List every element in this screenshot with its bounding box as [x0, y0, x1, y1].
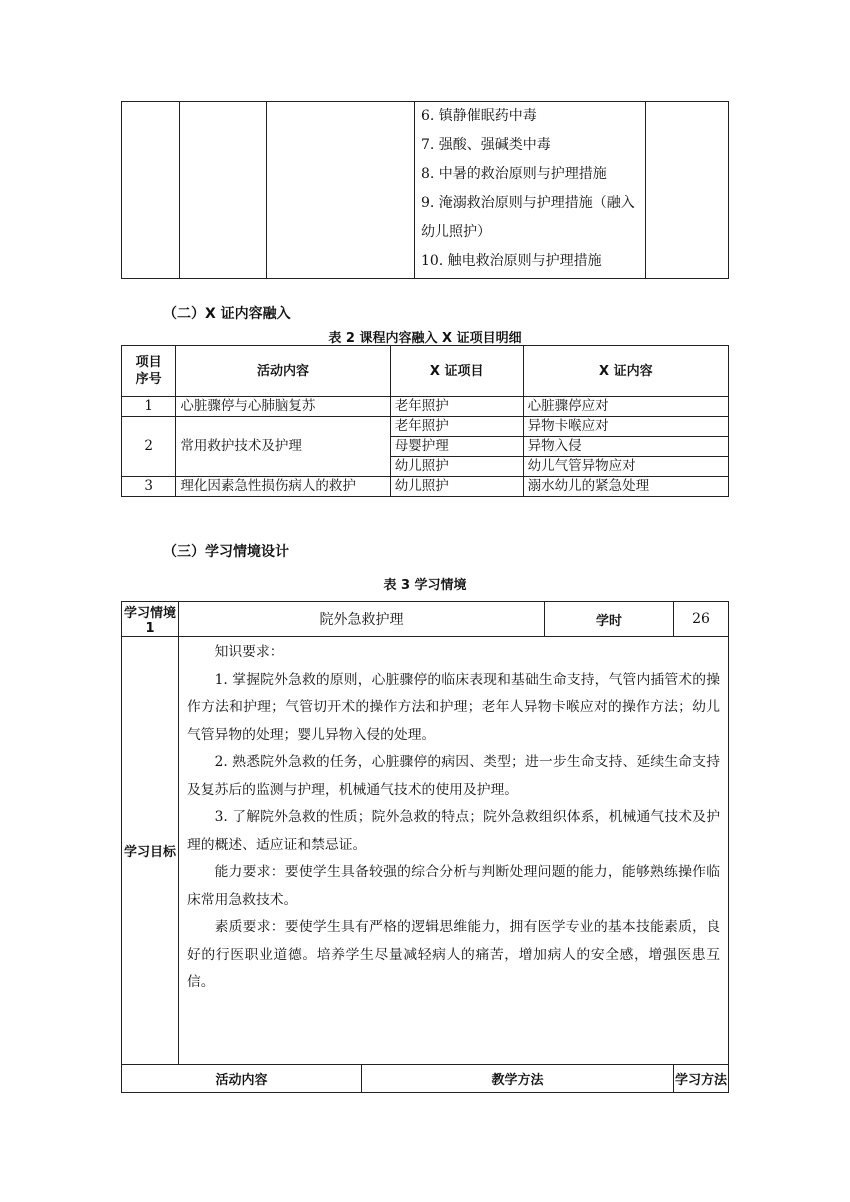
table-cell: [267, 102, 414, 279]
learning-situation-table: [121, 601, 729, 1093]
column-header-project: X 证项目: [390, 346, 523, 397]
situation-name: 院外急救护理: [178, 602, 544, 637]
list-item: 10. 触电救治原则与护理措施: [420, 253, 602, 269]
goal-paragraph: 3. 了解院外急救的性质；院外急救的特点；院外急救组织体系，机械通气技术及护理的概述、适应证和禁忌证。: [186, 809, 720, 853]
row-project: 老年照护: [390, 397, 523, 417]
footer-header-teaching-method: 教学方法: [361, 1065, 673, 1093]
row-project: 幼儿照护: [390, 477, 523, 497]
list-item: 7. 强酸、强碱类中毒: [420, 137, 551, 153]
table-row: [122, 417, 729, 437]
goal-paragraph: 素质要求：要使学生具有严格的逻辑思维能力，拥有医学专业的基本技能素质，良好的行医职业道德。培养学生尽量减轻病人的痛苦，增加病人的安全感，增强医患互信。: [186, 919, 720, 990]
list-item: 幼儿照护）: [420, 224, 491, 240]
row-activity: 心脏骤停与心肺脑复苏: [176, 397, 390, 417]
list-item: 9. 淹溺救治原则与护理措施（融入: [420, 195, 635, 211]
row-content: 幼儿气管异物应对: [523, 457, 728, 477]
column-header-no: 项目 序号: [122, 346, 176, 397]
section-heading-learning-situation: （三）学习情境设计: [163, 544, 289, 560]
goal-label: 学习目标: [122, 637, 179, 1065]
course-content-table-continued: [121, 101, 729, 279]
table-row: [122, 477, 729, 497]
table-cell-content-list: [414, 102, 645, 279]
table-cell: [646, 102, 729, 279]
row-content: 异物入侵: [523, 437, 728, 457]
list-item: 8. 中暑的救治原则与护理措施: [420, 166, 607, 182]
footer-header-learning-method: 学习方法: [674, 1065, 729, 1093]
row-project: 老年照护: [390, 417, 523, 437]
hours-value: 26: [674, 602, 729, 637]
table-cell: [122, 102, 180, 279]
row-content: 心脏骤停应对: [523, 397, 728, 417]
row-project: 幼儿照护: [390, 457, 523, 477]
row-activity: 理化因素急性损伤病人的救护: [176, 477, 390, 497]
row-content: 溺水幼儿的紧急处理: [523, 477, 728, 497]
goal-paragraph: 1. 掌握院外急救的原则，心脏骤停的临床表现和基础生命支持，气管内插管术的操作方法和护理；气管切开术的操作方法和护理；老年人异物卡喉应对的操作方法；幼儿气管异物的处理；婴儿异物入侵的处理。: [186, 671, 720, 743]
table-caption-2: 表 2 课程内容融入 X 证项目明细: [328, 331, 522, 346]
row-activity: 常用救护技术及护理: [176, 417, 390, 477]
footer-header-activity: 活动内容: [122, 1065, 362, 1093]
x-cert-table: [121, 345, 729, 497]
goal-paragraph: 能力要求：要使学生具备较强的综合分析与判断处理问题的能力，能够熟练操作临床常用急救技术。: [186, 864, 720, 908]
section-heading-x-cert: （二）X 证内容融入: [163, 306, 291, 322]
table-row: [122, 397, 729, 417]
list-item: 6. 镇静催眠药中毒: [420, 108, 537, 124]
row-number: 3: [122, 477, 176, 497]
table-cell: [179, 102, 267, 279]
goal-content: [178, 637, 728, 1065]
row-number: 1: [122, 397, 176, 417]
table-caption-3: 表 3 学习情境: [383, 578, 467, 593]
column-header-activity: 活动内容: [176, 346, 390, 397]
row-project: 母婴护理: [390, 437, 523, 457]
row-content: 异物卡喉应对: [523, 417, 728, 437]
row-number: 2: [122, 417, 176, 477]
situation-label: 学习情境 1: [122, 602, 179, 637]
hours-label: 学时: [545, 602, 674, 637]
column-header-content: X 证内容: [523, 346, 728, 397]
goal-paragraph: 2. 熟悉院外急救的任务，心脏骤停的病因、类型；进一步生命支持、延续生命支持及复苏后的监测与护理，机械通气技术的使用及护理。: [186, 754, 720, 798]
goal-paragraph: 知识要求：: [214, 644, 284, 660]
